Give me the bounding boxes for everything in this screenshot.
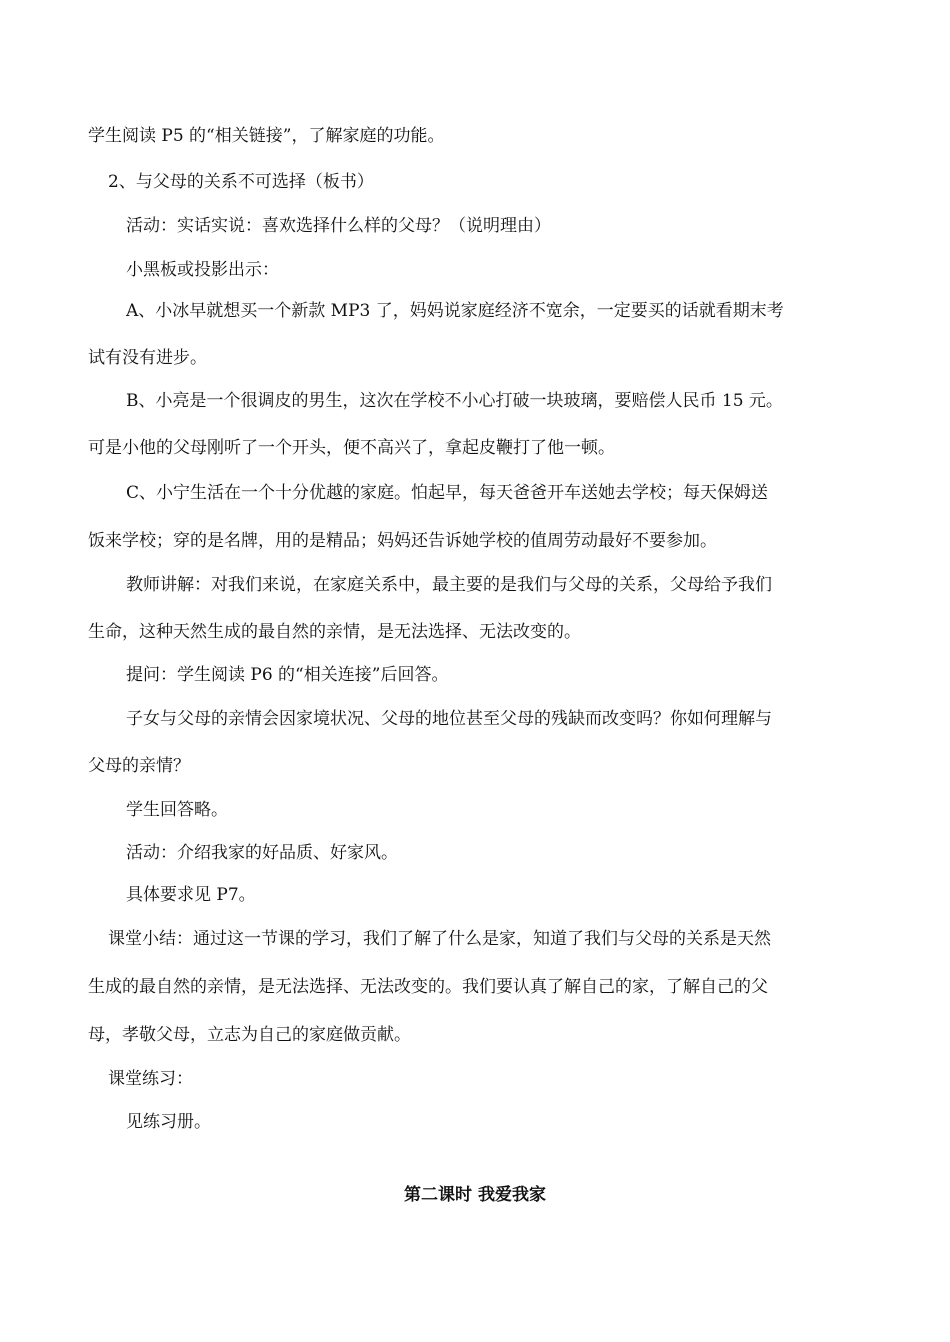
section-title: 第二课时 我爱我家 xyxy=(404,1185,546,1205)
text-line: 子女与父母的亲情会因家境状况、父母的地位甚至父母的残缺而改变吗？你如何理解与 xyxy=(126,709,772,729)
text-line: C、小宁生活在一个十分优越的家庭。怕起早，每天爸爸开车送她去学校；每天保姆送 xyxy=(126,483,769,503)
text-line: 具体要求见 P7。 xyxy=(126,885,256,905)
text-line: 试有没有进步。 xyxy=(88,348,207,368)
text-line: 课堂小结：通过这一节课的学习，我们了解了什么是家，知道了我们与父母的关系是天然 xyxy=(108,929,771,949)
text-line: B、小亮是一个很调皮的男生，这次在学校不小心打破一块玻璃，要赔偿人民币 15 元。 xyxy=(126,391,783,411)
text-line: 小黑板或投影出示： xyxy=(126,260,279,280)
text-line: 父母的亲情？ xyxy=(88,756,190,776)
text-line: 课堂练习： xyxy=(108,1069,193,1089)
text-line: 见练习册。 xyxy=(126,1112,211,1132)
text-line: 活动：实话实说：喜欢选择什么样的父母？（说明理由） xyxy=(126,216,551,236)
text-line: 生成的最自然的亲情，是无法选择、无法改变的。我们要认真了解自己的家，了解自己的父 xyxy=(88,977,768,997)
text-line: A、小冰早就想买一个新款 MP3 了，妈妈说家庭经济不宽余，一定要买的话就看期末考 xyxy=(126,301,784,321)
text-line: 活动：介绍我家的好品质、好家风。 xyxy=(126,843,398,863)
text-line: 可是小他的父母刚听了一个开头，便不高兴了，拿起皮鞭打了他一顿。 xyxy=(88,438,615,458)
text-line: 生命，这种天然生成的最自然的亲情，是无法选择、无法改变的。 xyxy=(88,622,581,642)
text-line: 母，孝敬父母，立志为自己的家庭做贡献。 xyxy=(88,1025,411,1045)
text-line: 2、与父母的关系不可选择（板书） xyxy=(108,172,374,192)
text-line: 学生回答略。 xyxy=(126,800,228,820)
text-line: 提问：学生阅读 P6 的“相关连接”后回答。 xyxy=(126,665,449,685)
text-line: 饭来学校；穿的是名牌，用的是精品；妈妈还告诉她学校的值周劳动最好不要参加。 xyxy=(88,531,717,551)
text-line: 学生阅读 P5 的“相关链接”，了解家庭的功能。 xyxy=(88,126,445,146)
text-line: 教师讲解：对我们来说，在家庭关系中，最主要的是我们与父母的关系，父母给予我们 xyxy=(126,575,772,595)
